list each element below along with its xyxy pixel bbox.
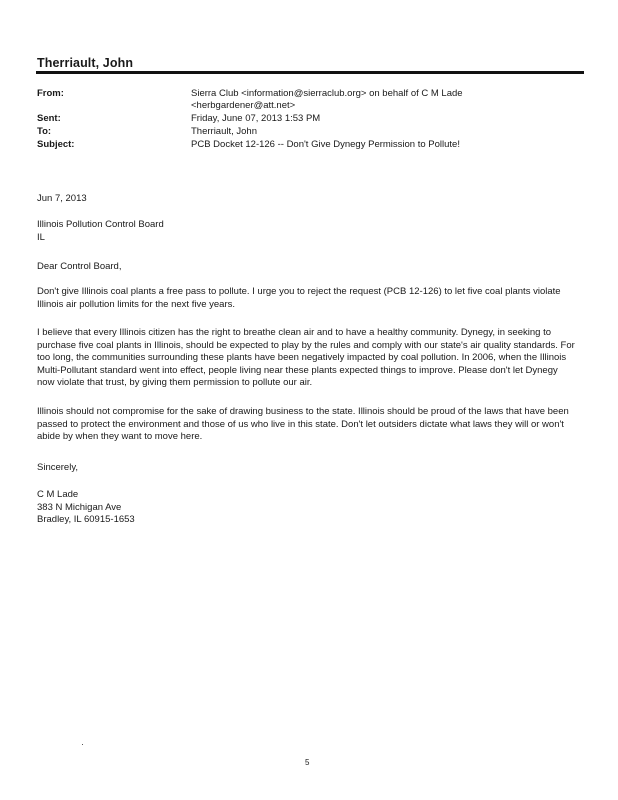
signature-name: C M Lade [37, 489, 79, 500]
from-label: From: [37, 88, 64, 99]
paragraph-text: Don't give Illinois coal plants a free pass to pollute. I urge you to reject the request (PCB 12-126) to let five coal plants violate Illinois air pollution limits for the next five years. [37, 286, 561, 310]
signature-block [37, 489, 577, 527]
paragraph-3 [37, 406, 577, 444]
recipient-line: IL [37, 231, 45, 243]
mailbox-owner-name: Therriault, John [37, 56, 134, 70]
to-label: To: [37, 126, 52, 137]
recipient-line: Illinois Pollution Control Board [37, 219, 164, 230]
signature-street: 383 N Michigan Ave [37, 501, 122, 513]
letter-date: Jun 7, 2013 [37, 193, 87, 204]
closing: Sincerely, [37, 462, 79, 473]
recipient-address [37, 219, 577, 244]
sent-value: Friday, June 07, 2013 1:53 PM [191, 113, 321, 124]
paragraph-text: I believe that every Illinois citizen has the right to breathe clean air and to have a healthy community. Dynegy, in seeking to purchase five coal plants in Illinois, should be expected to play by the rules and comply with our state's air quality standards. For too long, the communities surrounding these plants have been negatively impacted by coal pollution. In 2006, when the Illinois Multi-Pollutant standard went into effect, people living near these plants expected things to improve. Please don't let Dynegy now violate that trust, by giving them permission to pollute our air. [37, 327, 575, 389]
from-value-email: <herbgardener@att.net> [191, 100, 296, 111]
header-divider [36, 71, 584, 74]
subject-value: PCB Docket 12-126 -- Don't Give Dynegy Permission to Pollute! [191, 139, 460, 150]
scan-speck [82, 744, 83, 745]
from-value: Sierra Club <information@sierraclub.org> on behalf of C M Lade [191, 88, 463, 99]
paragraph-2 [37, 327, 577, 390]
paragraph-1 [37, 286, 577, 311]
to-value: Therriault, John [191, 126, 258, 137]
signature-city: Bradley, IL 60915-1653 [37, 514, 135, 526]
paragraph-text: Illinois should not compromise for the sake of drawing business to the state. Illinois should be proud of the laws that have been passed to protect the environment and those of us who live in this state. Don't let outsiders dictate what laws they will or won't abide by when they want to move here. [37, 406, 569, 443]
subject-label: Subject: [37, 139, 75, 150]
sent-label: Sent: [37, 113, 61, 124]
page-number: 5 [305, 758, 310, 767]
salutation: Dear Control Board, [37, 261, 122, 272]
